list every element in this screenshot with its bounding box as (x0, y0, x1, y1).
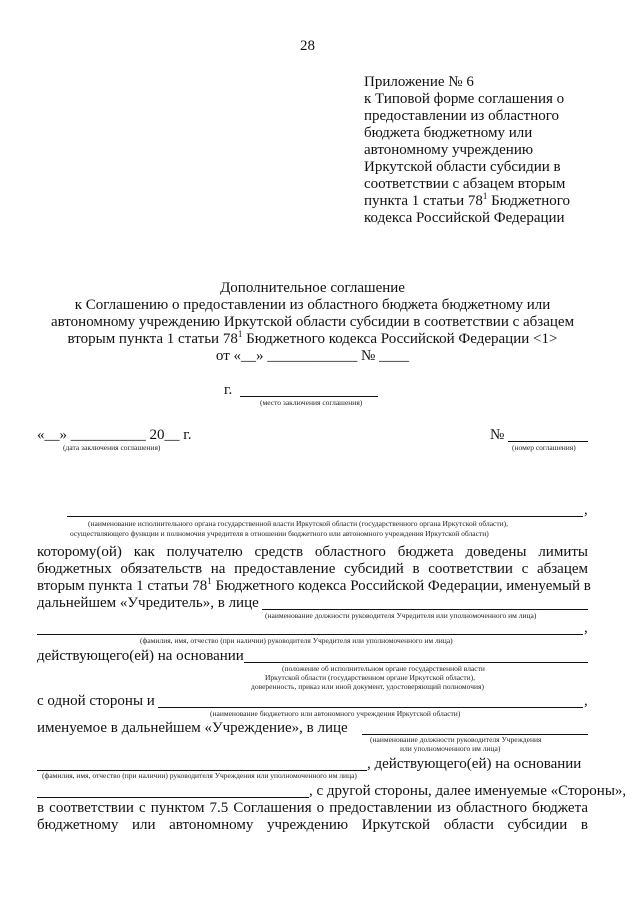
date-caption: (дата заключения соглашения) (63, 443, 161, 452)
inst-head-caption: (наименование должности руководителя Учреждения (370, 735, 542, 744)
founder-head-caption: (наименование должности руководителя Учредителя или уполномоченного им лица) (265, 611, 537, 620)
founder-basis-field[interactable] (244, 662, 588, 663)
fio-caption: (фамилия, имя, отчество (при наличии) руководителя Учредителя или уполномоченного им лица) (140, 636, 453, 645)
inst-fio-caption: (фамилия, имя, отчество (при наличии) руководителя Учреждения или уполномоченного им лица) (42, 771, 357, 780)
annex-line: Иркутской области субсидии в (364, 159, 561, 175)
page-number: 28 (300, 38, 315, 54)
acting-on-label: действующего(ей) на основании (37, 648, 244, 664)
body-line: в соответствии с пунктом 7.5 Соглашения о предоставлении из областного бюджета (37, 800, 588, 816)
number-field[interactable] (508, 441, 588, 442)
number-caption: (номер соглашения) (512, 443, 576, 452)
annex-line: к Типовой форме соглашения о (364, 91, 565, 107)
basis-caption: Иркутской области (государственном органе Иркутской области), (265, 673, 476, 682)
agreement-date: «__» __________ 20__ г. (37, 427, 192, 443)
institution-basis-field[interactable] (37, 797, 309, 798)
body-line: дальнейшем «Учредитель», в лице (37, 595, 259, 611)
founder-org-caption: (наименование исполнительного органа государственной власти Иркутской области (государственного органа Иркутской области), (88, 519, 509, 528)
comma: , (584, 502, 588, 518)
annex-header (364, 74, 570, 227)
annex-line: кодекса Российской Федерации (364, 210, 565, 226)
annex-line: пункта 1 статьи $78^1$ Бюджетного (364, 191, 571, 209)
annex-line: соответствии с абзацем вторым (364, 176, 566, 192)
founder-org-caption: осуществляющего функции и полномочия учредителя в отношении бюджетного или автономного учреждения Иркутской области) (70, 529, 489, 538)
comma: , (584, 620, 588, 636)
basis-caption: доверенность, приказ или иной документ, удостоверяющий полномочия) (251, 682, 484, 691)
title-line: вторым пункта 1 статьи $78^1$ Бюджетного кодекса Российской Федерации <1> (67, 329, 558, 347)
institution-field[interactable] (158, 707, 583, 708)
comma: , (584, 693, 588, 709)
body-line: вторым пункта 1 статьи $78^1$ Бюджетного кодекса Российской Федерации, именуемый в (37, 576, 591, 594)
founder-head-fio-field[interactable] (37, 634, 583, 635)
document-title: Дополнительное соглашение (220, 280, 405, 296)
annex-line: Приложение № 6 (364, 74, 474, 90)
founder-head-position-field[interactable] (262, 609, 588, 610)
body-line: бюджетному или автономному учреждению Иркутской области субсидии в (37, 817, 588, 833)
place-prefix: г. (224, 382, 233, 398)
annex-line: автономному учреждению (364, 142, 534, 158)
founder-org-field[interactable] (67, 516, 583, 517)
title-line: автономному учреждению Иркутской области субсидии в соответствии с абзацем (50, 314, 575, 330)
place-caption: (место заключения соглашения) (260, 398, 363, 407)
one-side-label: с одной стороны и (37, 693, 155, 709)
institution-caption: (наименование бюджетного или автономного учреждения Иркутской области) (210, 709, 461, 718)
acting-basis-label: , действующего(ей) на основании (367, 756, 582, 772)
inst-head-caption: или уполномоченного им лица) (400, 744, 501, 753)
number-prefix: № (490, 427, 505, 443)
basis-caption: (положение об исполнительном органе государственной власти (282, 664, 485, 673)
other-side-label: , с другой стороны, далее именуемые «Стороны», (309, 783, 627, 799)
title-line: к Соглашению о предоставлении из областного бюджета бюджетному или (74, 297, 551, 313)
named-institution-label: именуемое в дальнейшем «Учреждение», в лице (37, 720, 348, 736)
place-field[interactable] (240, 396, 378, 397)
body-line: которому(ой) как получателю средств областного бюджета доведены лимиты (37, 544, 588, 560)
body-line: бюджетных обязательств на предоставление субсидий в соответствии с абзацем (37, 561, 588, 577)
annex-line: бюджета бюджетному или (364, 125, 533, 141)
annex-line: предоставлении из областного (364, 108, 560, 124)
agreement-date-number: от «__» ____________ № ____ (215, 348, 410, 364)
